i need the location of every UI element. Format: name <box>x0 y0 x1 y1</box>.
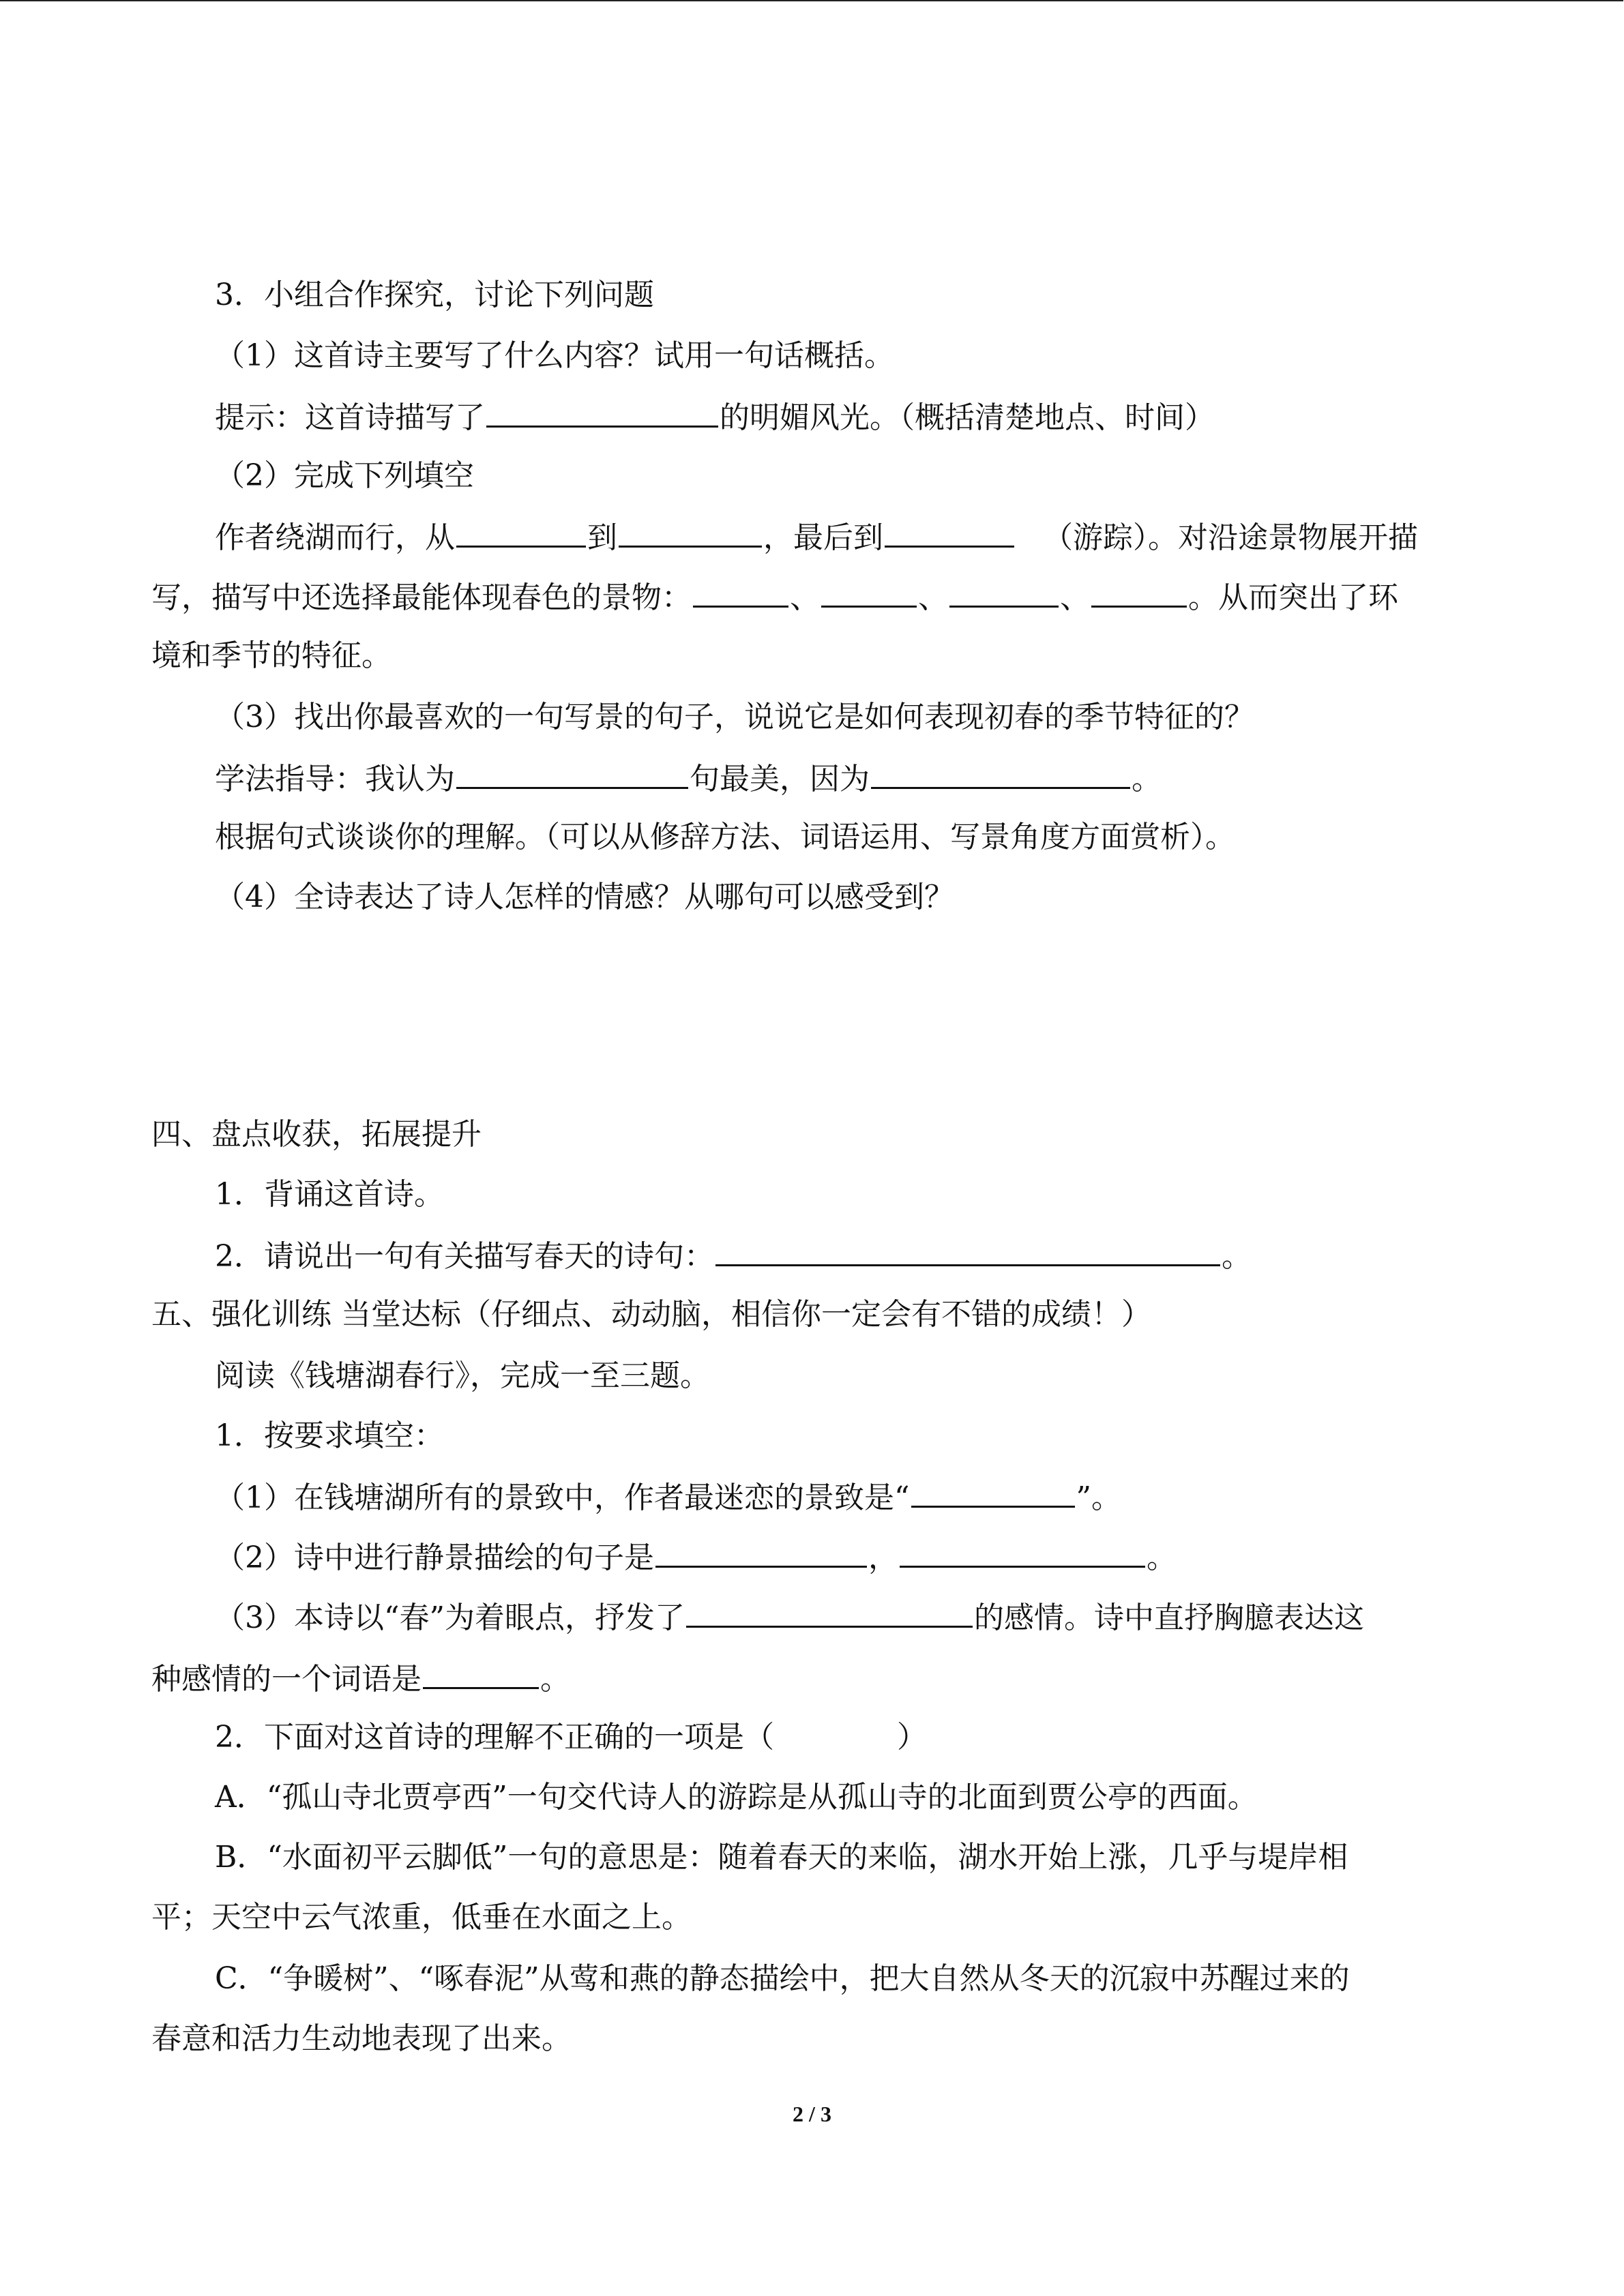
hint-line: 提示：这首诗描写了 的明媚风光。（概括清楚地点、时间） <box>215 396 1215 438</box>
blank-field[interactable] <box>871 757 1130 789</box>
reading-instruction: 阅读《钱塘湖春行》，完成一至三题。 <box>215 1358 710 1393</box>
subquestion-3: （3）找出你最喜欢的一句写景的句子，说说它是如何表现初春的季节特征的？ <box>215 700 1254 734</box>
blank-field[interactable] <box>423 1657 539 1689</box>
subquestion-2: （2）完成下列填空 <box>215 458 474 493</box>
blank-field[interactable] <box>456 516 586 548</box>
option-a: A．“孤山寺北贾亭西”一句交代诗人的游踪是从孤山寺的北面到贾公亭的西面。 <box>215 1780 1258 1815</box>
subquestion-1: （1）这首诗主要写了什么内容？试用一句话概括。 <box>215 338 894 373</box>
exercise-1-3: （3）本诗以“春”为着眼点，抒发了 的感情。诗中直抒胸臆表达这 <box>215 1596 1364 1639</box>
blank-field[interactable] <box>1091 576 1187 608</box>
page-top-border <box>0 0 1623 1</box>
method-guide-line: 学法指导：我认为 句最美，因为 。 <box>215 757 1162 800</box>
section-5-heading: 五、强化训练 当堂达标（仔细点、动动脑，相信你一定会有不错的成绩！） <box>151 1297 1151 1332</box>
option-b: B．“水面初平云脚低”一句的意思是：随着春天的来临，湖水开始上涨，几乎与堤岸相 <box>215 1840 1348 1875</box>
item-2: 2．请说出一句有关描写春天的诗句： 。 <box>215 1234 1252 1277</box>
text-line: 根据句式谈谈你的理解。（可以从修辞方法、词语运用、写景角度方面赏析）。 <box>215 820 1235 854</box>
blank-field[interactable] <box>655 1536 867 1568</box>
option-c: C．“争暖树”、“啄春泥”从莺和燕的静态描绘中，把大自然从冬天的沉寂中苏醒过来的 <box>215 1961 1350 1996</box>
blank-field[interactable] <box>686 1596 973 1628</box>
blank-field[interactable] <box>715 1234 1220 1266</box>
fill-line-route: 作者绕湖而行，从 到 ，最后到 （游踪）。对沿途景物展开描 <box>215 516 1418 558</box>
exercise-1: 1．按要求填空： <box>215 1418 444 1453</box>
subquestion-4: （4）全诗表达了诗人怎样的情感？从哪句可以感受到？ <box>215 880 954 914</box>
blank-field[interactable] <box>949 576 1059 608</box>
exercise-1-3-cont: 种感情的一个词语是 。 <box>151 1657 570 1700</box>
exercise-1-2: （2）诗中进行静景描绘的句子是 ， 。 <box>215 1536 1177 1579</box>
blank-field[interactable] <box>456 757 688 789</box>
blank-field[interactable] <box>911 1476 1075 1508</box>
question-3-heading: 3．小组合作探究，讨论下列问题 <box>215 278 654 312</box>
blank-field[interactable] <box>900 1536 1145 1568</box>
fill-line-scenery: 写，描写中还选择最能体现春色的景物： 、 、 、 。从而突出了环 <box>151 576 1398 618</box>
option-c-cont: 春意和活力生动地表现了出来。 <box>151 2021 572 2056</box>
blank-field[interactable] <box>486 396 718 428</box>
option-b-cont: 平；天空中云气浓重，低垂在水面之上。 <box>151 1900 692 1935</box>
blank-field[interactable] <box>693 576 788 608</box>
blank-field[interactable] <box>821 576 917 608</box>
exercise-2: 2．下面对这首诗的理解不正确的一项是（ ） <box>215 1720 927 1755</box>
page-number: 2 / 3 <box>793 2102 831 2126</box>
blank-field[interactable] <box>885 516 1014 548</box>
text-line: 境和季节的特征。 <box>151 638 392 673</box>
item-1: 1．背诵这首诗。 <box>215 1177 444 1212</box>
blank-field[interactable] <box>619 516 762 548</box>
exercise-1-1: （1）在钱塘湖所有的景致中，作者最迷恋的景致是“ ”。 <box>215 1476 1121 1519</box>
section-4-heading: 四、盘点收获，拓展提升 <box>151 1117 482 1152</box>
